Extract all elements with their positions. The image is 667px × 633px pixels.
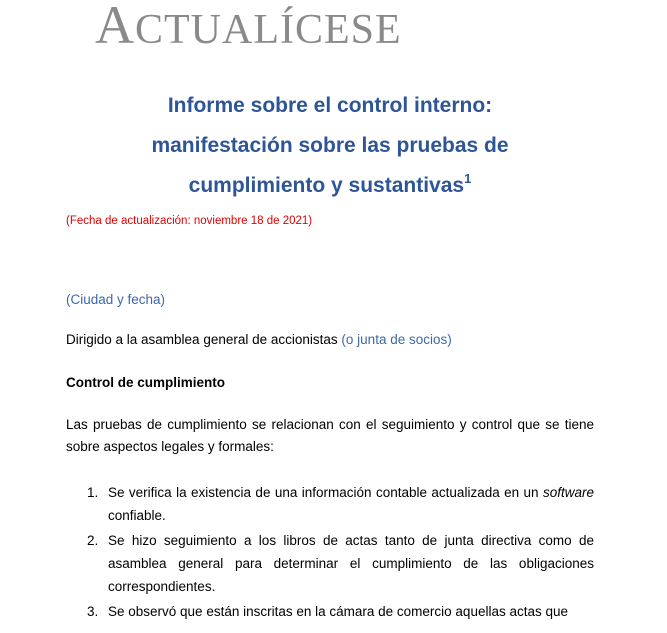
list-item-italic: software [542,485,594,500]
logo-initial: A [95,0,135,55]
compliance-list [66,481,594,625]
list-item [66,600,594,623]
list-item-text-after: confiable. [108,508,166,523]
list-item-number: 3. [87,604,99,619]
addressed-to [66,332,452,347]
list-item-number: 1. [87,485,99,500]
addressed-to-alternative: (o junta de socios) [341,332,452,347]
list-item [66,481,594,527]
title-line-3: cumplimiento y sustantivas [188,174,465,197]
section-heading: Control de cumplimiento [66,375,226,390]
list-item [66,529,594,598]
footnote-marker[interactable]: 1 [464,171,472,186]
city-and-date: (Ciudad y fecha) [66,292,166,307]
logo-rest: CTUALÍCESE [135,7,402,53]
intro-paragraph: Las pruebas de cumplimiento se relacionan con el seguimiento y control que se tiene sobre aspectos legales y formales: [66,417,594,454]
list-item-number: 2. [87,533,99,548]
list-item-text: Se hizo seguimiento a los libros de actas tanto de junta directiva como de asamblea general para determinar el cumplimiento de las obligaciones correspondientes. [108,533,594,594]
title-line-1: Informe sobre el control interno: [167,94,493,117]
addressed-to-text: Dirigido a la asamblea general de accionistas [66,332,338,347]
list-item-text: Se verifica la existencia de una información contable actualizada en un [108,485,543,500]
update-date: (Fecha de actualización: noviembre 18 de 2021) [66,215,313,227]
list-item-text: Se observó que están inscritas en la cámara de comercio aquellas actas que [108,604,569,619]
title-line-2: manifestación sobre las pruebas de [151,134,509,157]
document-title [60,86,600,206]
actualicese-logo [95,0,402,55]
